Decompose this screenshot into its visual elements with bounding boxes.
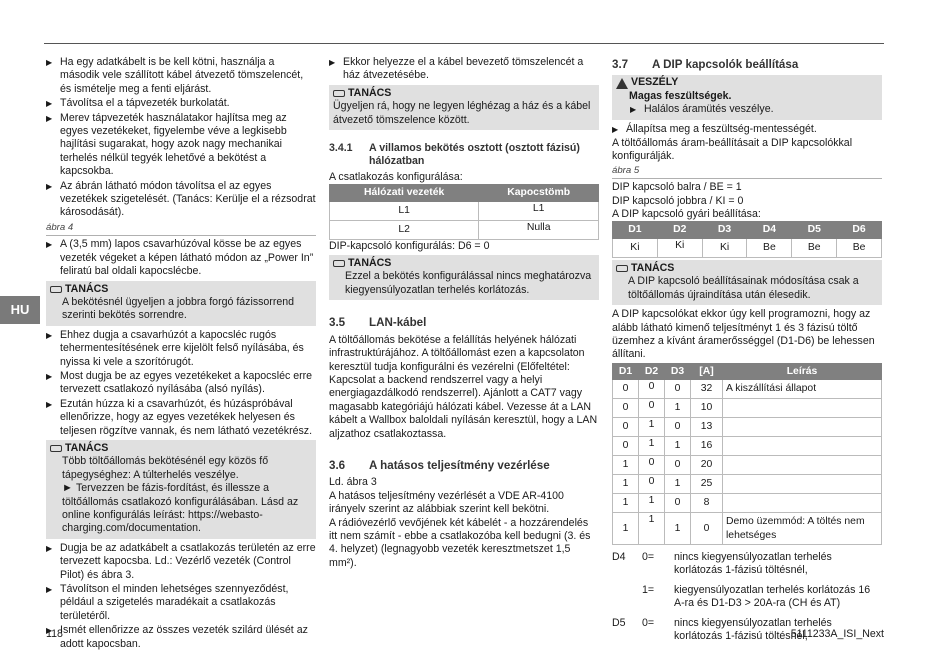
table-row: 0 1 1 16 [613,437,882,456]
paragraph: A hatásos teljesítmény vezérlését a VDE AR-4100 irányelv szerint az alábbiak szerint kell bekötni. [329,489,564,516]
tip-box [329,85,599,130]
table-header: D3 [702,222,747,238]
paragraph: DIP kapcsoló jobbra / KI = 0 [612,194,744,207]
connection-label: A csatlakozás konfigurálása: [329,170,463,183]
paragraph: A DIP kapcsoló gyári beállítása: [612,208,761,221]
figure-caption: ábra 5 [612,164,640,176]
definition-item: 1= kiegyensúlyozatlan terhelés korlátozás 16 A-ra és D1-D3 > 20A-ra (CH és AT) [642,583,871,610]
list-item: ▶ Most dugja be az egyes vezetékeket a kapocsléc erre tervezett csatlakozó nyílásába (alsó nyílás). [46,370,316,397]
danger-item: ▶ Halálos áramütés veszélye. [616,103,878,116]
paragraph: A rádióvezérlő vevőjének két kábelét - a hozzárendelés itt nem számít - ebbe a csatlakozóba kell bedugni (3. és 4. helyzet) (legnagyobb vezeték keresztmetszet 1,5 mm²). [329,516,591,569]
table-row: 1 1 0 8 [613,494,882,513]
paragraph: DIP kapcsoló balra / BE = 1 [612,181,742,194]
list-item: ▶ Távolítson el minden lehetséges szennyeződést, például a szigetelés maradékait a csatlakozás területéről. [46,583,316,623]
tip-title: TANÁCS [348,86,392,99]
instruction-list [46,542,316,651]
divider [46,235,316,236]
section-heading-3-6: 3.6 A hatásos teljesítmény vezérlése [329,458,550,472]
hand-pointer-icon [616,265,628,272]
danger-box [612,75,882,119]
tip-title: TANÁCS [65,282,109,295]
column-1 [46,56,316,652]
table-header: Hálózati vezeték [330,185,479,201]
table-header: D2 [639,363,665,379]
table-header: [A] [691,363,723,379]
hand-pointer-icon [333,260,345,267]
table-row: 0 0 1 10 [613,399,882,418]
table-header: D6 [837,222,882,238]
column-3 [612,56,882,643]
list-item: ▶ Ehhez dugja a csavarhúzót a kapocsléc rugós tehermentesítésének erre kijelölt felső nyílásába, és nyissa ki vele a szorítórugót. [46,329,316,369]
tip-text: Ügyeljen rá, hogy ne legyen léghézag a ház és a kábel átvezető tömszelence között. [333,100,591,126]
instruction-list [329,56,599,83]
paragraph: A töltőállomás bekötése a felállítás helyének hálózati infrastruktúrájához. A töltőállomást ezen a kapcsolaton keresztül tudja konfigurálni és vezérelni (Előfeltétel: Kapcsolat a backend rendszerrel vagy a helyi energiagazdálkodó rendszerrel). Ajánlott a CAT7 vagy magasabb kategóriájú hálózati kábel. Vezesse át a LAN kábelt a Wallbox baloldali nyílásán keresztül, hogy a LAN aljzathoz csatlakoztassa. [329,333,598,440]
tip-text: A DIP kapcsoló beállításainak módosítása csak a töltőállomás újraindítása után élesedik. [628,275,859,301]
document-id: 5111233A_ISI_Next [790,628,884,640]
table-header: D3 [665,363,691,379]
list-item: ▶ Ezután húzza ki a csavarhúzót, és húzáspróbával ellenőrizze, hogy az egyes vezetékek helyesen és teljesen rögzítve vannak, és nem látható vezetékrész. [46,398,316,438]
table-header: D1 [613,222,658,238]
list-item: ▶ A (3,5 mm) lapos csavarhúzóval kösse be az egyes vezeték végeket a képen látható módon az „Power In” feliratú bal oldali kapocslécbe. [46,238,316,278]
table-row: L2 Nulla [330,220,599,239]
top-rule [44,43,884,44]
figure-caption: ábra 4 [46,221,74,233]
factory-dip-table [612,221,882,257]
warning-triangle-icon [616,78,628,89]
hand-pointer-icon [50,445,62,452]
table-header: D5 [792,222,837,238]
paragraph: A töltőállomás áram-beállításait a DIP kapcsolókkal konfigurálják. [612,137,853,163]
tip-box [329,255,599,300]
instruction-list [612,123,882,136]
table-header: Kapocstömb [479,185,599,201]
definition-item: D5 0= nincs kiegyensúlyozatlan terhelés korlátozás 1-fázisú töltésnél, [612,616,832,642]
table-header: Leírás [723,363,882,379]
list-item: ▶ Ha egy adatkábelt is be kell kötni, használja a második vele szállított kábel átvezető tömszelencét, és ismételje meg a fenti eljárást. [46,56,316,96]
divider [612,178,882,179]
column-2 [329,56,599,570]
section-heading-3-4-1: 3.4.1 A villamos bekötés osztott (osztott fázisú) hálózatban [329,142,580,168]
instruction-list [46,329,316,438]
tip-text: Több töltőállomás bekötésénél egy közös fő tápegységhez: A túlterhelés veszélye. [62,455,269,481]
connection-table [329,184,599,239]
section-heading-3-5: 3.5 LAN-kábel [329,316,427,330]
list-item: ▶ Ekkor helyezze el a kábel bevezető tömszelencét a ház átvezetésébe. [329,56,599,83]
table-row: 0 1 0 13 [613,418,882,437]
table-row: Ki Ki Ki Be Be Be [613,238,882,257]
instruction-list [46,238,316,278]
tip-title: TANÁCS [65,441,109,454]
list-item: ▶ Ismét ellenőrizze az összes vezeték szilárd ülését az adott kapocsban. [46,624,316,651]
danger-title: VESZÉLY [631,76,679,89]
table-header: D1 [613,363,639,379]
section-heading-3-7: 3.7 A DIP kapcsolók beállítása [612,58,799,71]
list-item: ▶ Az ábrán látható módon távolítsa el az egyes vezetékek szigetelését. (Tanács: Kerülje el a rézsodrat károsodását). [46,180,316,220]
tip-text-action: ► Tervezzen be fázis-fordítást, és illessze a töltőállomás csatlakozó konfigurálásában. Lásd az online konfigurálás leírást: https://webasto-charging.com/documentation. [62,482,299,535]
table-row: 1 0 0 20 [613,456,882,475]
table-header: D2 [657,222,702,238]
table-row: 1 1 1 0 Demo üzemmód: A töltés nem lehetséges [613,513,882,545]
tip-box [46,281,316,326]
instruction-list [46,56,316,220]
list-item: ▶ Távolítsa el a tápvezeték burkolatát. [46,97,316,110]
arrow-right-icon: ► [62,482,76,495]
table-row: 0 0 0 32 A kiszállítási állapot [613,380,882,399]
dip-config-line: DIP-kapcsoló konfigurálás: D6 = 0 [329,239,490,252]
list-item: ▶ Dugja be az adatkábelt a csatlakozás területén az erre tervezett kapocsba. Ld.: Vezérlő vezeték (Control Pilot) és ábra 3. [46,542,316,582]
table-row: 1 0 1 25 [613,475,882,494]
list-item: ▶ Állapítsa meg a feszültség-mentességét. [612,123,882,136]
tip-box [612,260,882,305]
tip-text: Ezzel a bekötés konfigurálással nincs meghatározva kiegyensúlyozatlan terhelés korlátozás. [345,270,592,296]
hand-pointer-icon [50,286,62,293]
table-row: L1 L1 [330,201,599,220]
danger-subtitle: Magas feszültségek. [629,89,732,102]
paragraph: A DIP kapcsolókat ekkor úgy kell programozni, hogy az alább látható kimenő teljesítményt 1 és 3 fázisú töltő üzemhez a kívánt áramerősséggel (D1-D6) be lehessen állítani. [612,308,875,361]
table-header: D4 [747,222,792,238]
tip-box [46,440,316,539]
tip-title: TANÁCS [631,261,675,274]
language-tab: HU [0,296,40,324]
definition-item: D4 0= nincs kiegyensúlyozatlan terhelés korlátozás 1-fázisú töltésnél, [612,550,832,577]
tip-title: TANÁCS [348,257,392,270]
current-setting-table [612,363,882,545]
paragraph: Ld. ábra 3 [329,476,377,489]
tip-text: A bekötésnél ügyeljen a jobbra forgó fázissorrend szerinti bekötés sorrendre. [62,295,295,322]
hand-pointer-icon [333,90,345,97]
page-number: 118 [46,628,63,640]
list-item: ▶ Merev tápvezeték használatakor hajlítsa meg az egyes vezetékeket, figyelembe véve a legkisebb hajlítási sugarakat, hogy azok nagy mechanikai terhelés nélkül tegyék lehetővé a bekötést a kapcsokba. [46,112,316,179]
